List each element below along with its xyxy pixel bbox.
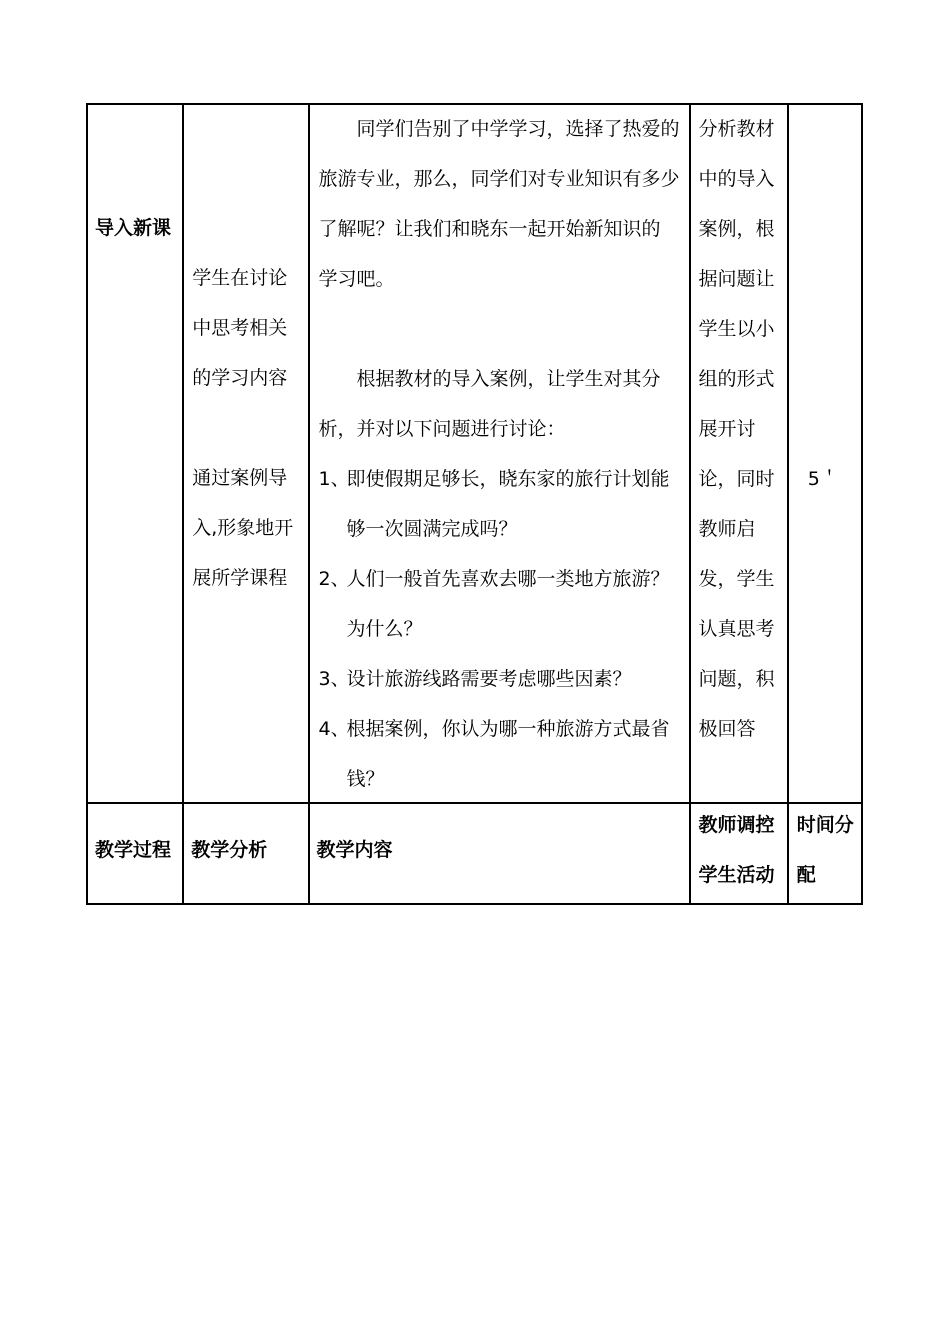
- question-item: [319, 704, 685, 804]
- activity-line: 案例，根: [698, 218, 775, 240]
- question-line: 人们一般首先喜欢去哪一类地方旅游？: [346, 568, 670, 590]
- analysis-line: 的学习内容: [192, 367, 288, 389]
- question-line: 根据案例，你认为哪一种旅游方式最省: [346, 718, 670, 740]
- content-line: 根据教材的导入案例，让学生对其分: [318, 368, 661, 390]
- question-item: [319, 454, 685, 554]
- activity-line: 认真思考: [698, 618, 775, 640]
- analysis-line: 入,形象地开: [192, 517, 294, 539]
- question-line: 够一次圆满完成吗？: [346, 518, 518, 540]
- stage-label: 导入新课: [95, 217, 172, 239]
- header-time-line: 配: [796, 864, 816, 886]
- activity-line: 展开讨: [698, 418, 756, 440]
- content-paragraph-2: [319, 354, 685, 454]
- header-activity-cell: [690, 803, 788, 904]
- content-line: 了解呢？让我们和晓东一起开始新知识的: [318, 218, 661, 240]
- header-activity-line: 学生活动: [698, 864, 775, 886]
- question-number: 3、: [318, 668, 350, 690]
- activity-cell: [690, 104, 788, 803]
- analysis-group-2: [192, 453, 306, 603]
- content-paragraph-1: [319, 104, 685, 304]
- header-content: 教学内容: [316, 839, 393, 861]
- header-content-cell: [309, 803, 690, 904]
- content-line: 旅游专业，那么，同学们对专业知识有多少: [318, 168, 680, 190]
- time-value: 5＇: [807, 468, 839, 490]
- analysis-group-1: [192, 253, 306, 403]
- question-number: 2、: [318, 568, 350, 590]
- header-analysis-cell: [183, 803, 308, 904]
- content-line: 学习吧。: [318, 268, 395, 290]
- analysis-line: 展所学课程: [192, 567, 288, 589]
- header-analysis: 教学分析: [191, 839, 268, 861]
- question-number: 4、: [318, 718, 350, 740]
- activity-line: 教师启: [698, 518, 756, 540]
- activity-line: 学生以小: [698, 318, 775, 340]
- question-item: [319, 654, 685, 704]
- analysis-line: 学生在讨论: [192, 267, 288, 289]
- header-process: 教学过程: [95, 839, 172, 861]
- question-item: [319, 554, 685, 654]
- question-number: 1、: [318, 468, 350, 490]
- activity-line: 发，学生: [698, 568, 775, 590]
- question-line: 即使假期足够长，晓东家的旅行计划能: [346, 468, 670, 490]
- activity-line: 问题，积: [698, 668, 775, 690]
- content-line: 析，并对以下问题进行讨论：: [318, 418, 566, 440]
- activity-line: 分析教材: [698, 118, 775, 140]
- activity-line: 组的形式: [698, 368, 775, 390]
- header-activity-line: 教师调控: [698, 814, 775, 836]
- activity-line: 极回答: [698, 718, 756, 740]
- activity-text: [699, 104, 787, 754]
- analysis-cell: [183, 104, 308, 803]
- question-line: 设计旅游线路需要考虑哪些因素？: [346, 668, 632, 690]
- question-list: [319, 454, 685, 804]
- analysis-line: 通过案例导: [192, 467, 288, 489]
- header-time-line: 时间分: [796, 814, 854, 836]
- header-row: [87, 803, 862, 904]
- stage-cell: [87, 104, 183, 803]
- analysis-line: 中思考相关: [192, 317, 288, 339]
- question-line: 为什么？: [346, 618, 423, 640]
- header-time-cell: [788, 803, 862, 904]
- lesson-plan-table: [86, 103, 863, 905]
- intro-row: [87, 104, 862, 803]
- header-process-cell: [87, 803, 183, 904]
- content-cell: [309, 104, 690, 803]
- activity-line: 据问题让: [698, 268, 775, 290]
- activity-line: 中的导入: [698, 168, 775, 190]
- time-cell: [788, 104, 862, 803]
- activity-line: 论，同时: [698, 468, 775, 490]
- content-line: 同学们告别了中学学习，选择了热爱的: [318, 118, 680, 140]
- question-line: 钱？: [346, 768, 385, 790]
